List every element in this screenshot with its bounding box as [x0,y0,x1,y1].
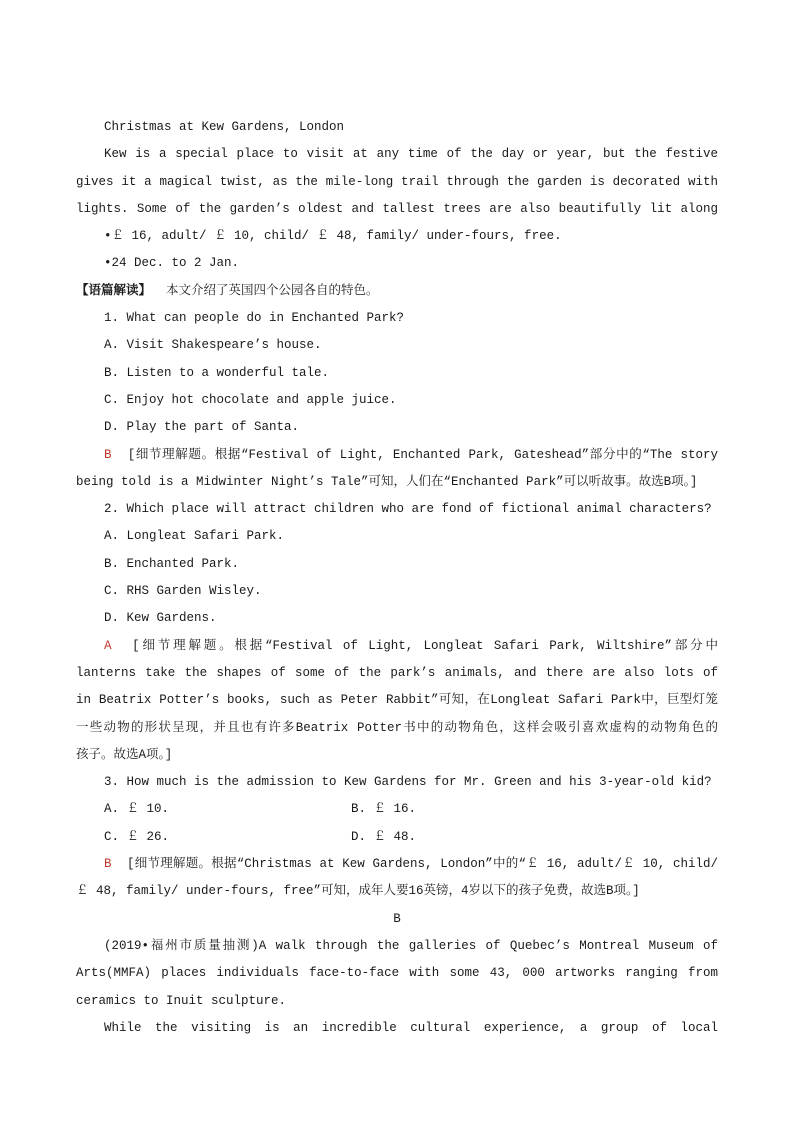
question-3-option-c: C. ￡ 26. [104,829,170,844]
answer-letter: B [104,857,112,872]
summary-text: 本文介绍了英国四个公园各自的特色。 [166,283,379,298]
question-2-option-c: C. RHS Garden Wisley. [104,584,262,599]
question-2-explanation-line: in Beatrix Potter’s books, such as Peter Rabbit”可知，在Longleat Safari Park中，巨型灯笼 [76,693,718,708]
date-bullet: •24 Dec. to 2 Jan. [104,256,240,271]
question-1-explanation-line: being told is a Midwinter Night’s Tale”可知，人们在“Enchanted Park”可以听故事。故选B项。] [76,474,698,489]
passage-b-line: While the visiting is an incredible cultural experience, a group of local [104,1020,718,1035]
summary-label: 【语篇解读】 [76,283,152,298]
passage-paragraph-line: Kew is a special place to visit at any time of the day or year, but the festive [104,147,718,162]
question-1-option-a: A. Visit Shakespeare’s house. [104,338,322,353]
explanation-text: [细节理解题。根据“Christmas at Kew Gardens, London”中的“￡ 16, adult/￡ 10, child/ [127,857,718,872]
passage-heading: Christmas at Kew Gardens, London [104,120,345,134]
question-1-option-b: B. Listen to a wonderful tale. [104,365,330,380]
section-label: B [393,911,401,926]
price-bullet: •￡ 16, adult/ ￡ 10, child/ ￡ 48, family/ under-fours, free. [104,229,562,244]
question-2-explanation-line: lanterns take the shapes of some of the park’s animals, and there are also lots of [76,665,718,680]
question-2-option-a: A. Longleat Safari Park. [104,529,285,544]
question-1-option-d: D. Play the part of Santa. [104,420,300,435]
question-2-explanation-line: 一些动物的形状呈现，并且也有许多Beatrix Potter书中的动物角色，这样会吸引喜欢虚构的动物角色的 [76,720,718,735]
question-3-option-b: B. ￡ 16. [351,802,417,817]
document-page [76,114,718,1042]
question-1-explanation [76,442,718,469]
question-3-options-row [76,796,718,823]
question-2-option-b: B. Enchanted Park. [104,556,240,571]
question-3-option-d: D. ￡ 48. [351,829,417,844]
passage-b-line: ceramics to Inuit sculpture. [76,993,287,1008]
answer-letter: A [104,638,112,653]
passage-b-line: (2019•福州市质量抽测)A walk through the galleries of Quebec’s Montreal Museum of [104,938,718,953]
summary-line [76,278,718,305]
question-3-stem: 3. How much is the admission to Kew Gardens for Mr. Green and his 3-year-old kid? [104,775,712,790]
question-2-option-d: D. Kew Gardens. [104,611,217,626]
question-3-option-a: A. ￡ 10. [104,802,170,817]
question-3-explanation-line: ￡ 48, family/ under-fours, free”可知，成年人要16英镑，4岁以下的孩子免费，故选B项。] [76,884,640,899]
question-1-stem: 1. What can people do in Enchanted Park? [104,311,405,326]
explanation-text: [细节理解题。根据“Festival of Light, Longleat Safari Park, Wiltshire”部分中 [132,638,718,653]
question-1-option-c: C. Enjoy hot chocolate and apple juice. [104,392,397,407]
question-2-stem: 2. Which place will attract children who are fond of fictional animal characters? [104,502,712,517]
passage-paragraph-line: gives it a magical twist, as the mile-long trail through the garden is decorated with [76,174,718,189]
question-2-explanation-line: 孩子。故选A项。] [76,747,173,762]
answer-letter: B [104,447,112,462]
passage-b-line: Arts(MMFA) places individuals face-to-face with some 43, 000 artworks ranging from [76,966,718,981]
explanation-text: [细节理解题。根据“Festival of Light, Enchanted Park, Gateshead”部分中的“The story [127,447,718,462]
question-2-explanation [76,633,718,660]
question-3-explanation [76,851,718,878]
question-3-options-row [76,824,718,851]
passage-paragraph-line: lights. Some of the garden’s oldest and tallest trees are also beautifully lit along [76,201,718,216]
